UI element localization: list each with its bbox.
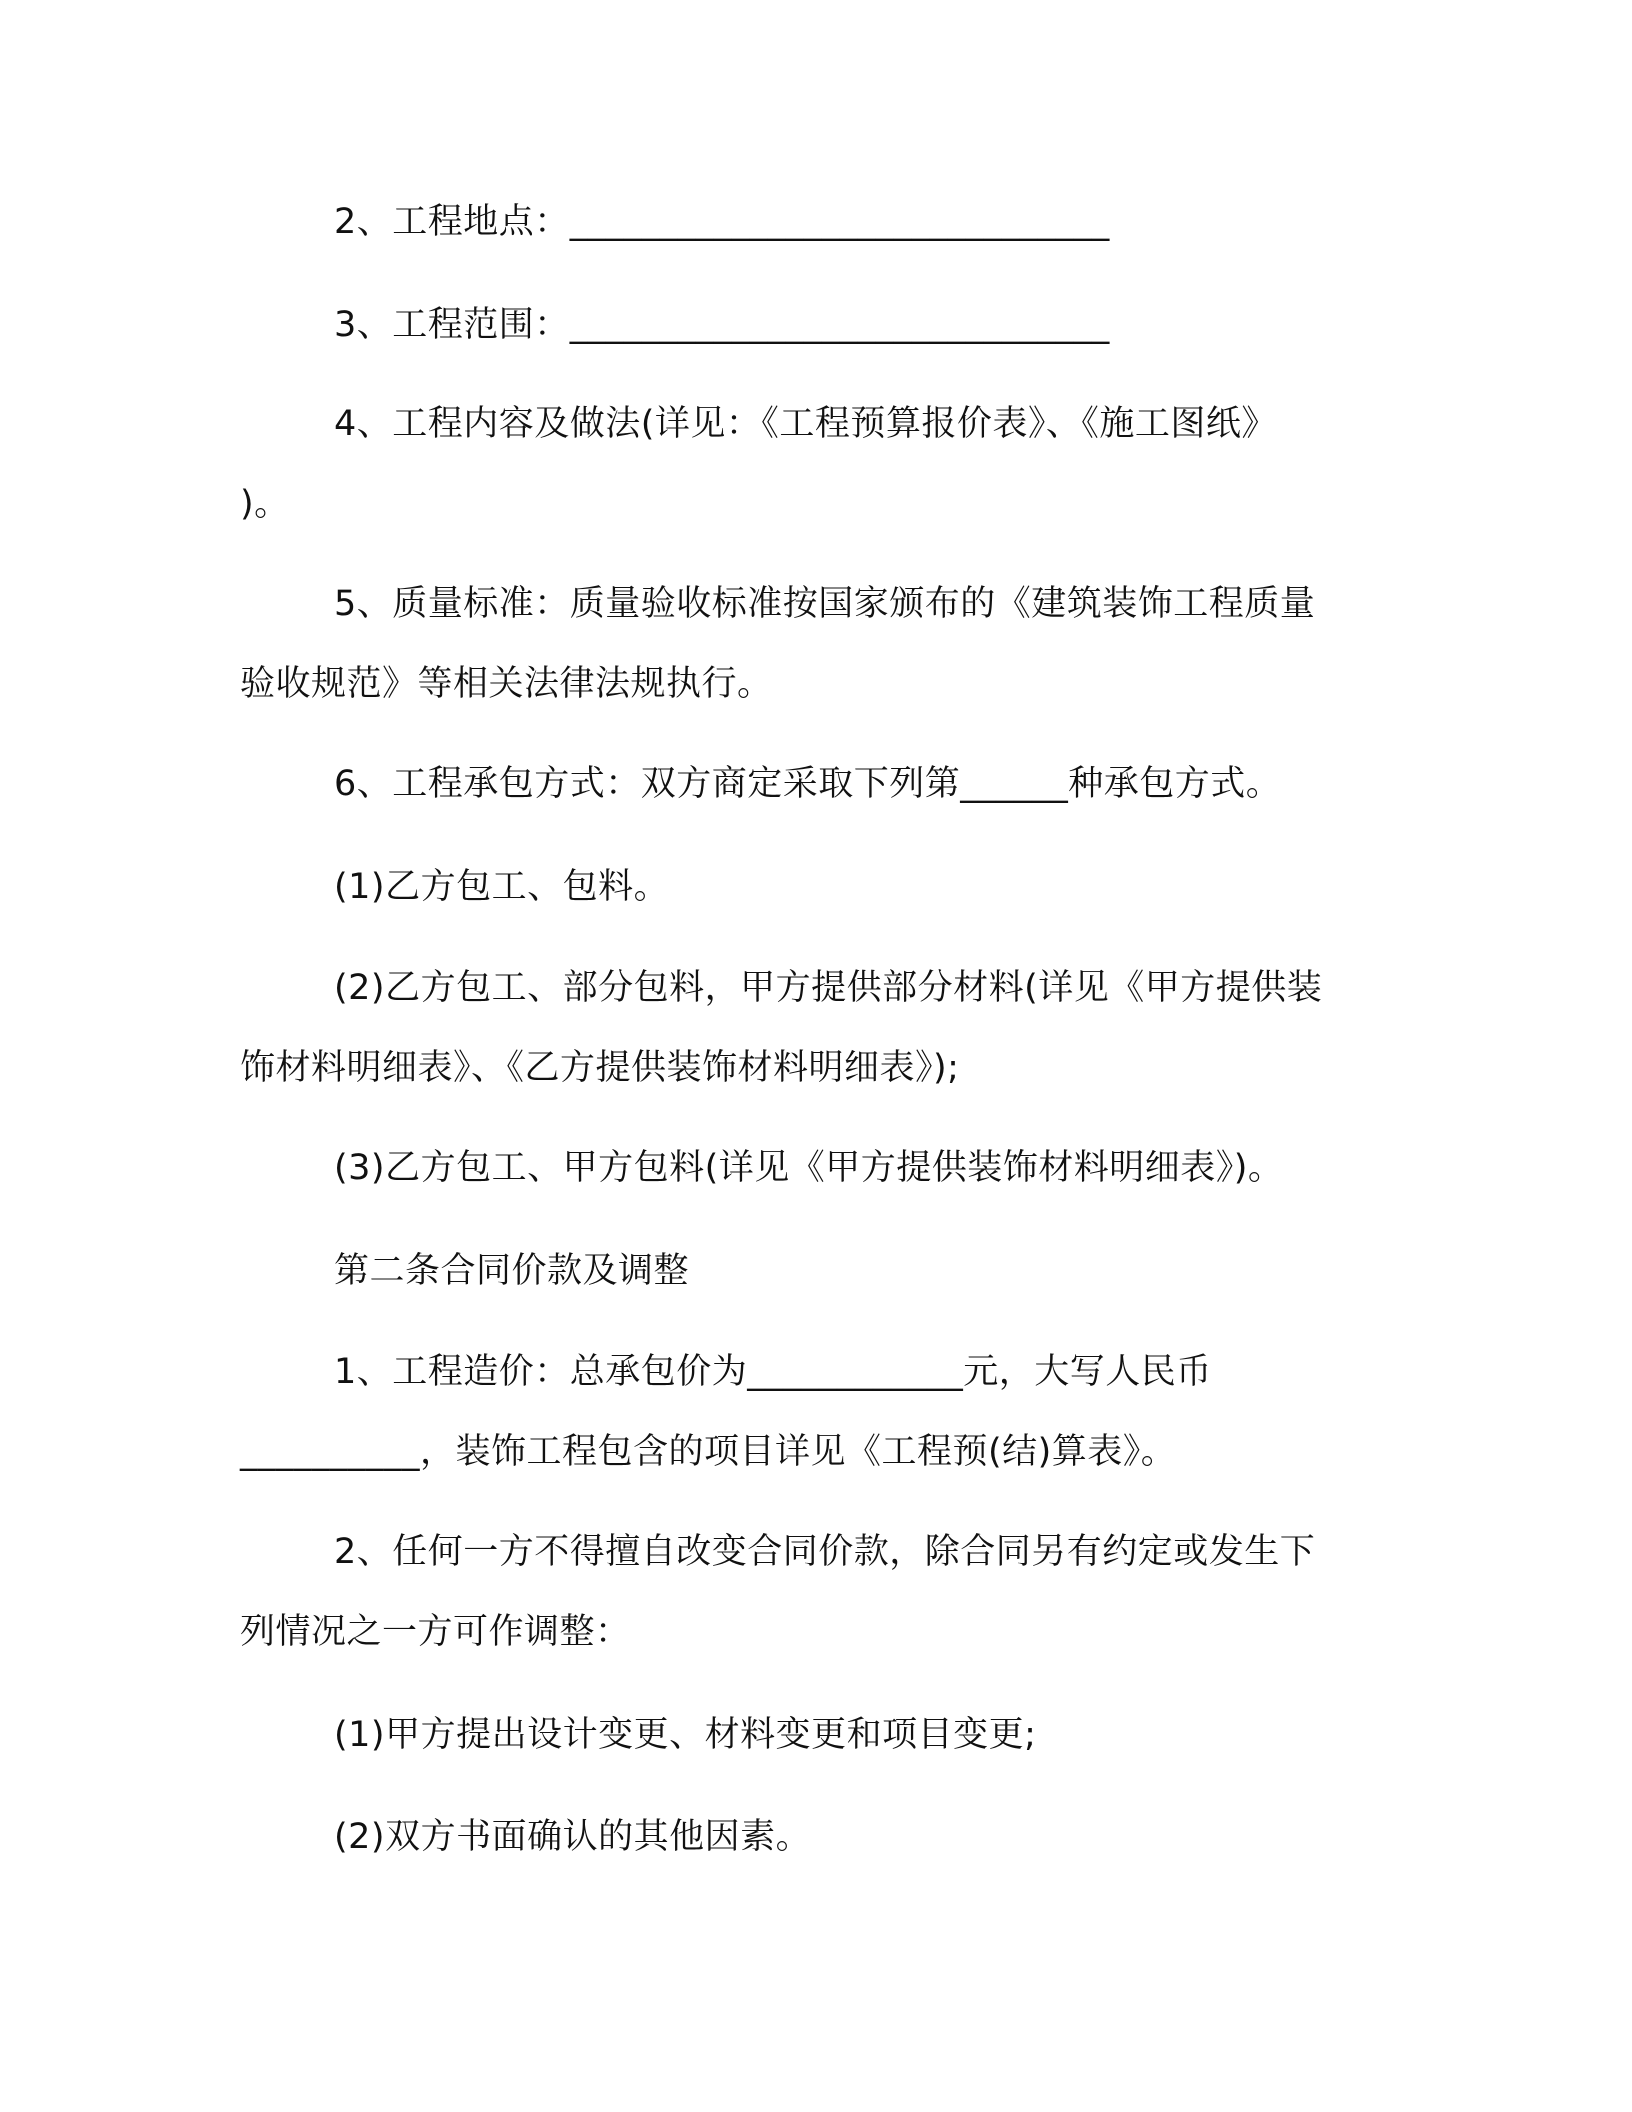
item-quality-standard-cont: 验收规范》等相关法律法规执行。 — [240, 664, 773, 704]
item-price-adjustment: 2、任何一方不得擅自改变合同价款，除合同另有约定或发生下 — [334, 1532, 1316, 1572]
adjustment-condition-1: (1)甲方提出设计变更、材料变更和项目变更; — [334, 1715, 1037, 1755]
section-heading-article-2: 第二条合同价款及调整 — [334, 1251, 690, 1291]
item-project-location: 2、工程地点：______________________________ — [334, 202, 1110, 242]
item-contract-mode: 6、工程承包方式：双方商定采取下列第______种承包方式。 — [334, 764, 1282, 804]
option-3: (3)乙方包工、甲方包料(详见《甲方提供装饰材料明细表》)。 — [334, 1148, 1284, 1188]
option-1: (1)乙方包工、包料。 — [334, 867, 670, 907]
item-project-content-cont: )。 — [240, 484, 290, 524]
item-quality-standard: 5、质量标准：质量验收标准按国家颁布的《建筑装饰工程质量 — [334, 584, 1316, 624]
option-2: (2)乙方包工、部分包料，甲方提供部分材料(详见《甲方提供装 — [334, 968, 1323, 1008]
adjustment-condition-2: (2)双方书面确认的其他因素。 — [334, 1817, 812, 1857]
option-2-cont: 饰材料明细表》、《乙方提供装饰材料明细表》); — [240, 1048, 960, 1088]
item-project-cost-cont: __________，装饰工程包含的项目详见《工程预(结)算表》。 — [240, 1432, 1177, 1472]
item-project-cost: 1、工程造价：总承包价为____________元，大写人民币 — [334, 1352, 1212, 1392]
item-price-adjustment-cont: 列情况之一方可作调整： — [240, 1612, 631, 1652]
item-project-content: 4、工程内容及做法(详见：《工程预算报价表》、《施工图纸》 — [334, 404, 1277, 444]
item-project-scope: 3、工程范围：______________________________ — [334, 305, 1110, 345]
